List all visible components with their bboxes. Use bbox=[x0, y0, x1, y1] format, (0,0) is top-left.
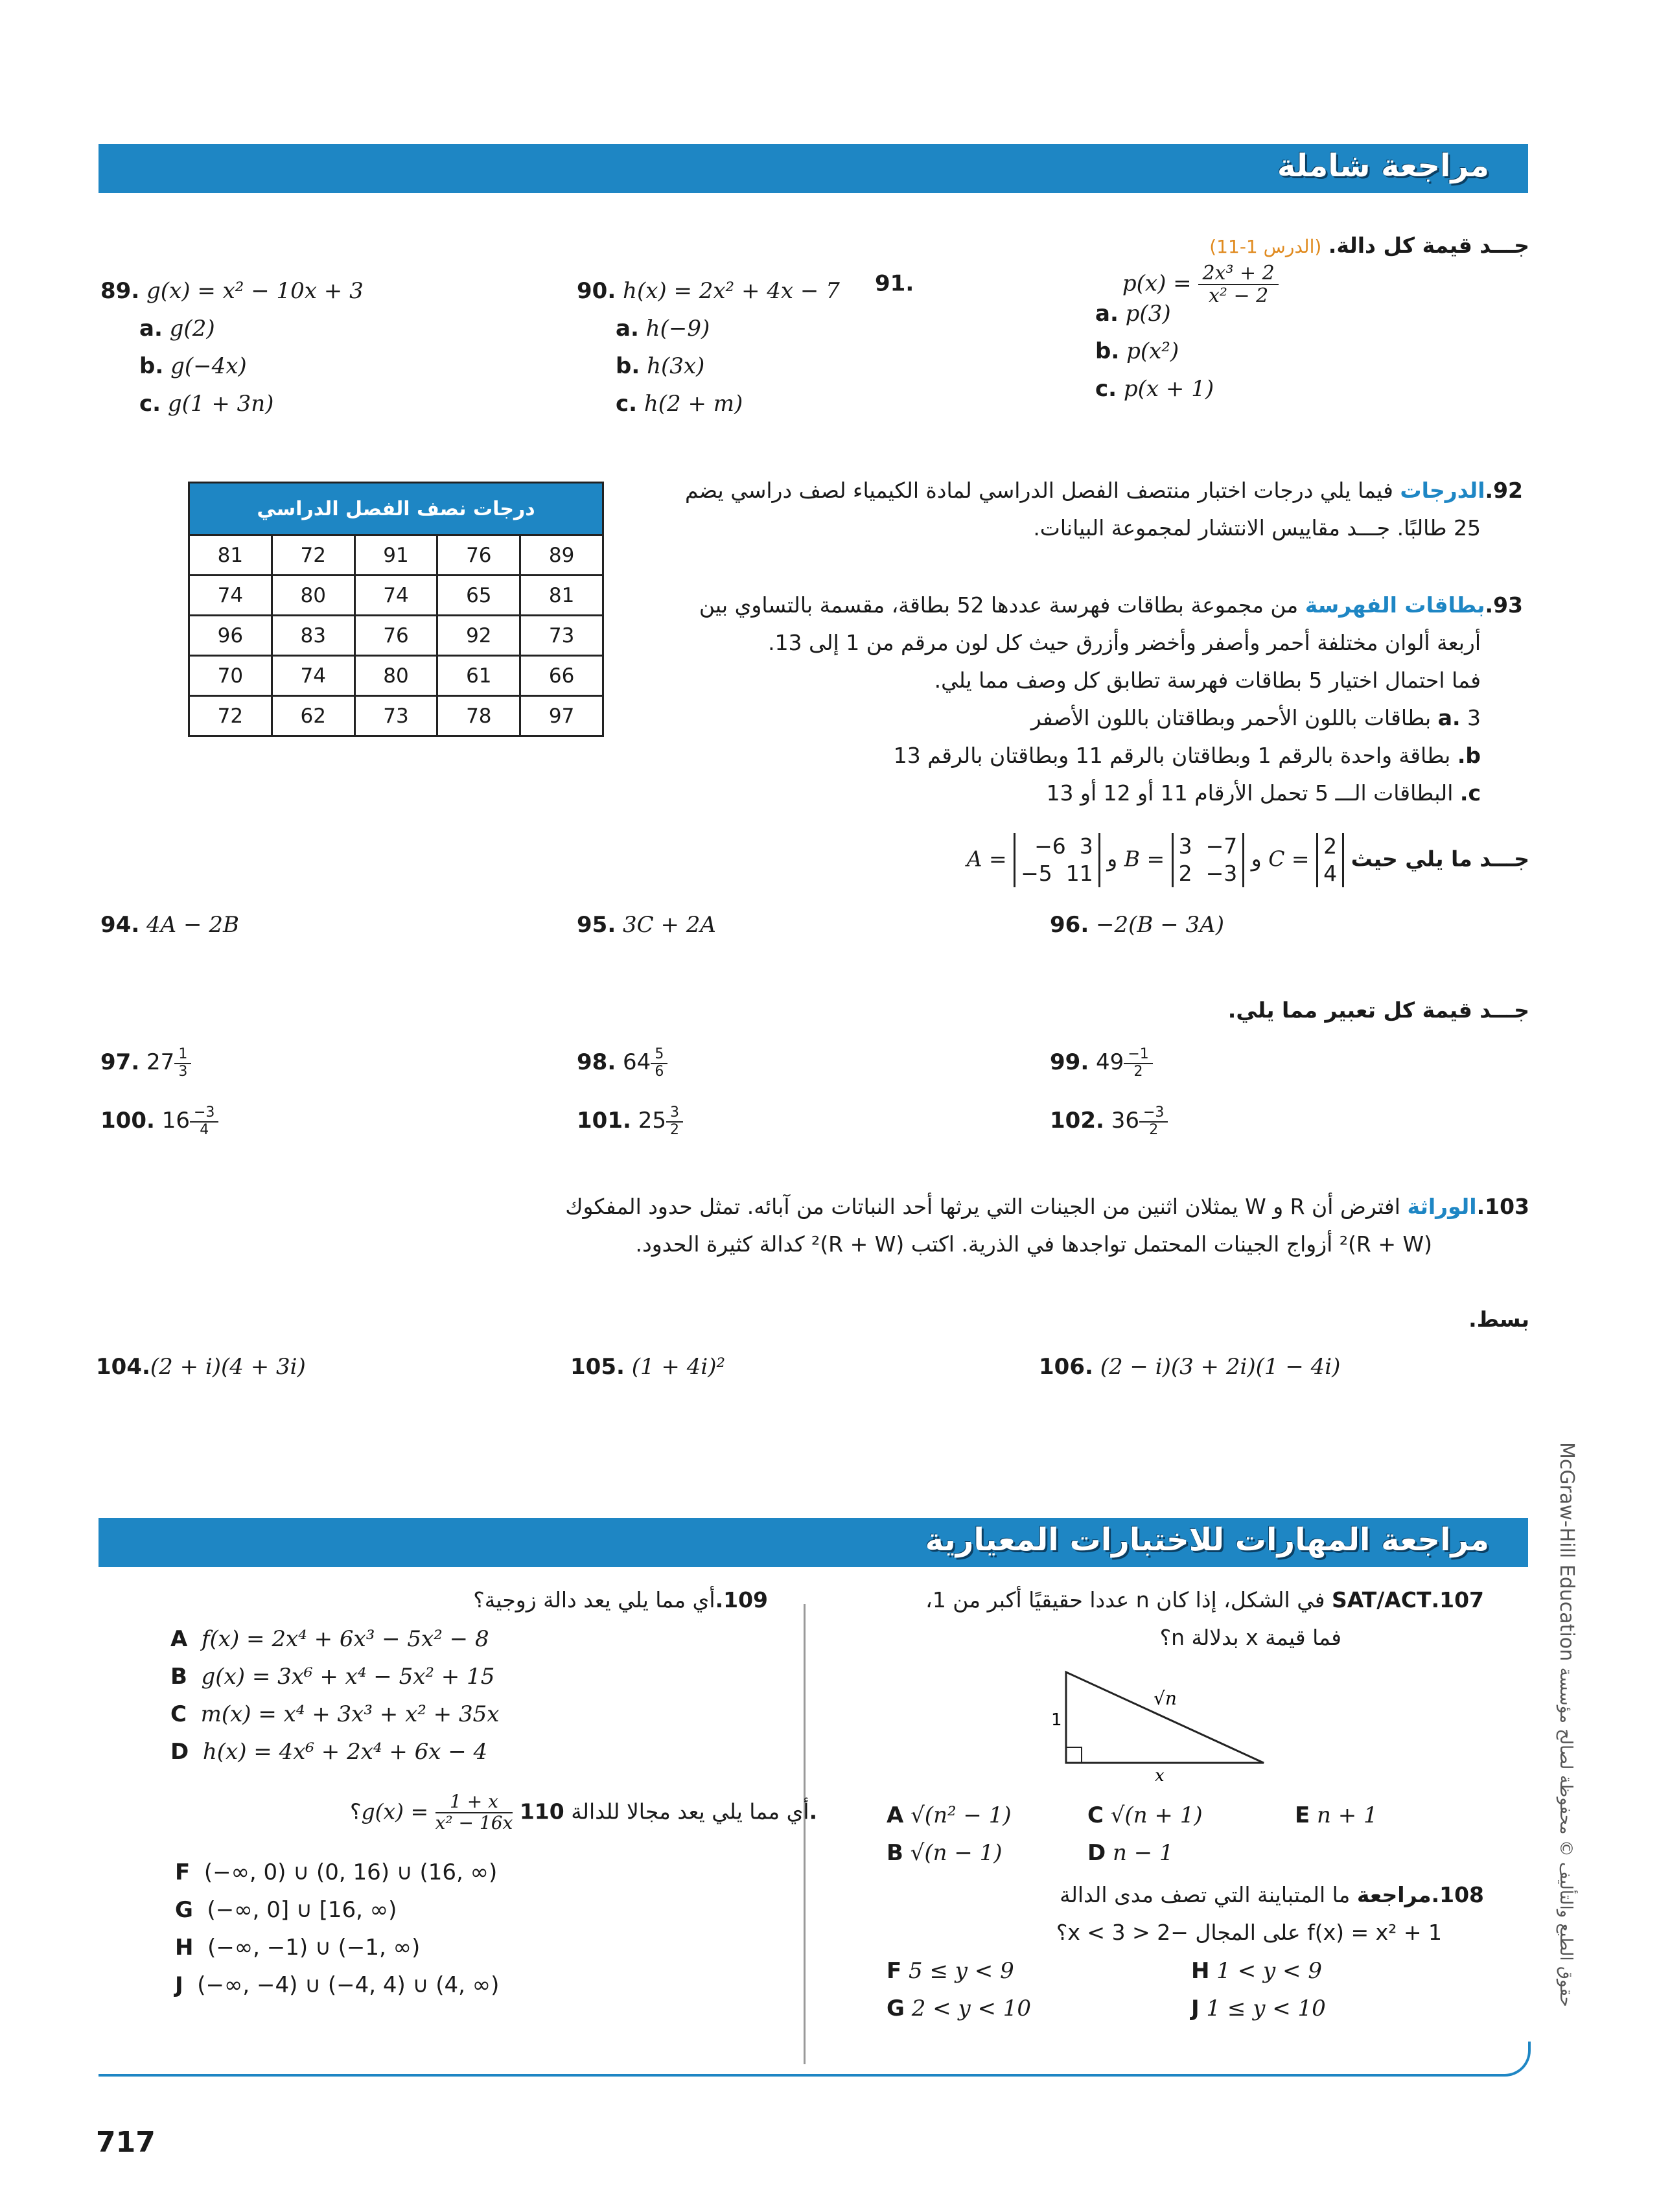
matrix-b bbox=[1172, 833, 1245, 887]
question-text: f(x) = x² + 1 على المجال −2 < x < 3؟ bbox=[1056, 1920, 1442, 1945]
table-cell: 83 bbox=[272, 616, 354, 656]
choice-b[interactable] bbox=[170, 1658, 499, 1695]
fraction-numerator: 1 + x bbox=[435, 1792, 513, 1813]
question-102 bbox=[1050, 1102, 1168, 1139]
question-number: 103. bbox=[1476, 1194, 1529, 1219]
exponent-denominator: 3 bbox=[178, 1063, 188, 1080]
grades-table bbox=[188, 482, 604, 737]
table-cell: 70 bbox=[189, 656, 272, 696]
sidebar-copyright bbox=[1552, 1442, 1578, 2090]
choice-h[interactable] bbox=[175, 1929, 499, 1966]
choice-d[interactable] bbox=[1087, 1834, 1174, 1872]
table-row bbox=[189, 535, 603, 576]
question-text: في الشكل، إذا كان n عددا حقيقيًا أكبر من 1، bbox=[925, 1587, 1325, 1612]
choice-letter: D bbox=[1087, 1840, 1106, 1866]
choice-a[interactable] bbox=[887, 1797, 1087, 1834]
section-title: مراجعة المهارات للاختبارات المعيارية bbox=[925, 1522, 1489, 1558]
choice-letter: J bbox=[175, 1972, 183, 1998]
table-cell: 92 bbox=[437, 616, 520, 656]
question-103 bbox=[480, 1188, 1529, 1263]
q107-choices bbox=[887, 1797, 1405, 1872]
table-cell: 74 bbox=[354, 576, 437, 616]
exponent-denominator: 6 bbox=[655, 1063, 664, 1080]
question-number: 105. bbox=[570, 1354, 625, 1380]
instruction-simplify: بسط. bbox=[1468, 1307, 1529, 1332]
table-row bbox=[189, 576, 603, 616]
choice-c[interactable] bbox=[170, 1695, 499, 1733]
table-row bbox=[189, 656, 603, 696]
function-def: g(x) = x² − 10x + 3 bbox=[146, 278, 364, 304]
question-text: فيما يلي درجات اختبار منتصف الفصل الدراسي لمادة الكيمياء لصف دراسي يضم bbox=[684, 478, 1393, 503]
matrix-cell: 4 bbox=[1323, 861, 1338, 886]
question-95 bbox=[577, 906, 716, 944]
question-110 bbox=[350, 1792, 817, 1834]
matrix-cell: 2 bbox=[1323, 833, 1338, 859]
part-label: a. bbox=[616, 316, 639, 342]
choice-letter: D bbox=[170, 1739, 189, 1765]
choice-c[interactable] bbox=[1087, 1797, 1295, 1834]
question-text: فما احتمال اختيار 5 بطاقات فهرسة تطابق كل وصف مما يلي. bbox=[934, 668, 1481, 693]
part-label: a. bbox=[1437, 705, 1461, 730]
matrix-cell: −6 bbox=[1034, 833, 1066, 859]
side-x: x bbox=[1155, 1766, 1165, 1782]
choice-letter: A bbox=[887, 1802, 904, 1828]
q108-choices bbox=[887, 1952, 1405, 2027]
matrix-cell: 11 bbox=[1065, 861, 1093, 886]
question-number: 106. bbox=[1039, 1354, 1093, 1380]
question-108 bbox=[862, 1876, 1484, 1951]
choice-e[interactable] bbox=[1295, 1797, 1378, 1834]
question-90 bbox=[577, 272, 840, 423]
question-99 bbox=[1050, 1043, 1153, 1081]
part-c: p(x + 1) bbox=[1123, 376, 1214, 402]
table-row bbox=[189, 616, 603, 656]
question-number: 95. bbox=[577, 912, 616, 938]
table-cell: 81 bbox=[189, 535, 272, 576]
side-sqrt-n: √n bbox=[1154, 1688, 1177, 1709]
matrix-cell: −3 bbox=[1205, 861, 1238, 886]
base: 27 bbox=[146, 1049, 175, 1075]
question-text: (R + W)² أزواج الجينات المحتمل تواجدها في الذرية. اكتب (R + W)² كدالة كثيرة الحدود. bbox=[635, 1231, 1432, 1257]
table-title: درجات نصف الفصل الدراسي bbox=[189, 483, 603, 535]
question-number: 90. bbox=[577, 278, 616, 304]
table-cell: 81 bbox=[520, 576, 603, 616]
fraction-denominator: x² − 16x bbox=[435, 1811, 513, 1834]
choice-text: (−∞, −4) ∪ (−4, 4) ∪ (4, ∞) bbox=[197, 1972, 500, 1998]
question-number: 91. bbox=[875, 270, 914, 297]
question-number: 109. bbox=[715, 1587, 768, 1612]
question-topic: الوراثة bbox=[1407, 1194, 1477, 1219]
table-cell: 76 bbox=[437, 535, 520, 576]
section-border bbox=[99, 2042, 1531, 2077]
question-topic: SAT/ACT bbox=[1331, 1587, 1432, 1612]
right-angle-mark bbox=[1066, 1747, 1082, 1763]
part-b: p(x²) bbox=[1126, 338, 1179, 364]
question-96 bbox=[1050, 906, 1224, 944]
choice-f[interactable] bbox=[887, 1952, 1191, 1990]
question-92 bbox=[635, 472, 1523, 547]
question-104 bbox=[96, 1348, 306, 1386]
expression: 4A − 2B bbox=[146, 912, 239, 938]
question-number: 108. bbox=[1431, 1882, 1484, 1907]
choice-text: (−∞, −1) ∪ (−1, ∞) bbox=[207, 1935, 421, 1961]
table-cell: 66 bbox=[520, 656, 603, 696]
matrix-instruction: A = −6 3 −5 11 و B = 3 −7 2 −3 و C = 2 4 جـــد ما يلي حيث bbox=[966, 833, 1529, 886]
question-98 bbox=[577, 1043, 667, 1081]
exponent-numerator: −3 bbox=[190, 1105, 218, 1122]
instruction-text: جـــد قيمة كل دالة. bbox=[1328, 233, 1529, 258]
choice-letter: A bbox=[170, 1626, 188, 1652]
choice-f[interactable] bbox=[175, 1854, 499, 1891]
choice-letter: B bbox=[170, 1664, 187, 1690]
question-97 bbox=[100, 1043, 191, 1081]
expression: 3C + 2A bbox=[623, 912, 716, 938]
part-label: b. bbox=[616, 353, 640, 379]
column-divider bbox=[804, 1604, 806, 2064]
table-cell: 89 bbox=[520, 535, 603, 576]
question-93 bbox=[635, 587, 1523, 812]
question-number: 92. bbox=[1485, 478, 1523, 503]
table-cell: 61 bbox=[437, 656, 520, 696]
table-cell: 62 bbox=[272, 696, 354, 736]
question-topic: الدرجات bbox=[1400, 478, 1485, 503]
part-c: البطاقات الـــ 5 تحمل الأرقام 11 أو 12 أو 13 bbox=[1046, 780, 1454, 806]
part-label: b. bbox=[1095, 338, 1120, 364]
question-number: 99. bbox=[1050, 1049, 1089, 1075]
table-cell: 91 bbox=[354, 535, 437, 576]
function-lhs: p(x) = bbox=[1122, 270, 1192, 297]
question-number: 102. bbox=[1050, 1108, 1104, 1134]
question-number: 100. bbox=[100, 1108, 155, 1134]
question-topic: مراجعة bbox=[1356, 1882, 1432, 1907]
exponent-denominator: 2 bbox=[1149, 1121, 1159, 1138]
question-89 bbox=[100, 272, 364, 423]
part-a: g(2) bbox=[169, 316, 215, 342]
question-text: فما قيمة x بدلالة n؟ bbox=[1159, 1625, 1341, 1650]
question-topic: بطاقات الفهرسة bbox=[1305, 592, 1485, 618]
matrix-c bbox=[1316, 833, 1344, 887]
question-number: 96. bbox=[1050, 912, 1089, 938]
q109-choices bbox=[170, 1620, 499, 1771]
section-banner-test-skills bbox=[99, 1518, 1528, 1567]
choice-j[interactable] bbox=[1191, 1990, 1326, 2027]
choice-letter: G bbox=[175, 1897, 193, 1923]
exponent-denominator: 2 bbox=[1133, 1063, 1143, 1080]
exponent-denominator: 2 bbox=[669, 1121, 679, 1138]
choice-text: 2 < y < 10 bbox=[911, 1996, 1032, 2021]
choice-text: n + 1 bbox=[1317, 1802, 1378, 1828]
choice-text: m(x) = x⁴ + 3x³ + x² + 35x bbox=[200, 1701, 500, 1727]
choice-text: √(n − 1) bbox=[910, 1840, 1003, 1866]
instruction-expressions: جـــد قيمة كل تعبير مما يلي. bbox=[1227, 997, 1529, 1023]
base: 64 bbox=[623, 1049, 651, 1075]
choice-g[interactable] bbox=[175, 1891, 499, 1929]
choice-h[interactable] bbox=[1191, 1952, 1322, 1990]
exponent-numerator: −3 bbox=[1139, 1105, 1168, 1122]
choice-text: 1 ≤ y < 10 bbox=[1206, 1996, 1326, 2021]
part-label: c. bbox=[1095, 376, 1117, 402]
copyright-text: حقوق الطبع والتأليف © محفوظة لصالح مؤسسة bbox=[1556, 1667, 1575, 2007]
table-cell: 74 bbox=[272, 656, 354, 696]
question-text: افترض أن R و W يمثلان اثنين من الجينات التي يرثها أحد النباتات من آبائه. تمثل حدود المفكوك bbox=[565, 1194, 1400, 1219]
question-text: ما المتباينة التي تصف مدى الدالة bbox=[1060, 1882, 1351, 1907]
question-91 bbox=[875, 262, 1279, 408]
choice-letter: C bbox=[1087, 1802, 1104, 1828]
table-cell: 80 bbox=[354, 656, 437, 696]
choice-letter: H bbox=[1191, 1958, 1210, 1984]
question-number: 101. bbox=[577, 1108, 631, 1134]
instruction-evaluate bbox=[1209, 227, 1529, 266]
exponent-numerator: 1 bbox=[174, 1047, 191, 1064]
choice-text: n − 1 bbox=[1113, 1840, 1174, 1866]
matrix-cell: 3 bbox=[1178, 833, 1192, 859]
instruction-text: جـــد ما يلي حيث bbox=[1351, 846, 1529, 872]
part-label: b. bbox=[139, 353, 164, 379]
choice-a[interactable] bbox=[170, 1620, 499, 1658]
base: 16 bbox=[161, 1108, 190, 1134]
part-b: g(−4x) bbox=[170, 353, 247, 379]
choice-text: √(n² − 1) bbox=[911, 1802, 1012, 1828]
part-b: h(3x) bbox=[647, 353, 705, 379]
question-text: أي مما يلي يعد دالة زوجية؟ bbox=[473, 1587, 715, 1612]
table-row bbox=[189, 696, 603, 736]
choice-letter: F bbox=[887, 1958, 902, 1984]
question-text: 25 طالبًا. جـــد مقاييس الانتشار لمجموعة البيانات. bbox=[1033, 515, 1481, 541]
question-text: أي مما يلي يعد مجالا للدالة bbox=[571, 1799, 809, 1824]
table-cell: 78 bbox=[437, 696, 520, 736]
side-one: 1 bbox=[1051, 1710, 1062, 1730]
table-cell: 80 bbox=[272, 576, 354, 616]
choice-text: h(x) = 4x⁶ + 2x⁴ + 6x − 4 bbox=[202, 1739, 488, 1765]
table-cell: 96 bbox=[189, 616, 272, 656]
part-a: 3 بطاقات باللون الأحمر وبطاقتان باللون الأصفر bbox=[1030, 705, 1481, 730]
question-mark: ؟ bbox=[350, 1799, 362, 1824]
question-number: 89. bbox=[100, 278, 140, 304]
base: 25 bbox=[638, 1108, 666, 1134]
choice-text: (−∞, 0] ∪ [16, ∞) bbox=[207, 1897, 397, 1923]
expression: (1 + 4i)² bbox=[631, 1354, 726, 1380]
question-number: 110. bbox=[519, 1799, 818, 1824]
matrix-cell: 3 bbox=[1079, 833, 1093, 859]
question-number: 98. bbox=[577, 1049, 616, 1075]
exponent-denominator: 4 bbox=[200, 1121, 209, 1138]
choice-letter: C bbox=[170, 1701, 187, 1727]
question-106 bbox=[1039, 1348, 1340, 1386]
choice-d[interactable] bbox=[170, 1733, 499, 1771]
publisher-name: McGraw-Hill Education bbox=[1555, 1442, 1578, 1662]
question-number: 97. bbox=[100, 1049, 140, 1075]
question-number: 93. bbox=[1485, 592, 1523, 618]
fraction-numerator: 2x³ + 2 bbox=[1198, 262, 1278, 285]
exponent-numerator: 3 bbox=[666, 1105, 683, 1122]
table-cell: 74 bbox=[189, 576, 272, 616]
table-cell: 65 bbox=[437, 576, 520, 616]
part-c: h(2 + m) bbox=[644, 391, 743, 417]
part-label: a. bbox=[139, 316, 163, 342]
choice-text: g(x) = 3x⁶ + x⁴ − 5x² + 15 bbox=[201, 1664, 495, 1690]
part-label: a. bbox=[1095, 301, 1119, 327]
lesson-ref: (الدرس 1-11) bbox=[1209, 236, 1322, 257]
part-c: g(1 + 3n) bbox=[167, 391, 274, 417]
expression: (2 + i)(4 + 3i) bbox=[150, 1354, 306, 1380]
q110-choices bbox=[175, 1854, 499, 2004]
question-number: 94. bbox=[100, 912, 140, 938]
choice-g[interactable] bbox=[887, 1990, 1191, 2027]
part-label: c. bbox=[139, 391, 161, 417]
choice-letter: H bbox=[175, 1935, 194, 1961]
triangle-figure bbox=[1037, 1666, 1283, 1782]
choice-letter: E bbox=[1295, 1802, 1310, 1828]
base: 36 bbox=[1111, 1108, 1139, 1134]
table-cell: 73 bbox=[520, 616, 603, 656]
part-label: c. bbox=[616, 391, 638, 417]
question-107 bbox=[862, 1581, 1484, 1657]
section-banner-review bbox=[99, 144, 1528, 193]
choice-b[interactable] bbox=[887, 1834, 1087, 1872]
function-def: h(x) = 2x² + 4x − 7 bbox=[623, 278, 840, 304]
triangle-shape bbox=[1066, 1672, 1264, 1763]
question-text: من مجموعة بطاقات فهرسة عددها 52 بطاقة، مقسمة بالتساوي بين bbox=[699, 592, 1299, 618]
page-number: 717 bbox=[96, 2126, 156, 2159]
question-number: 104. bbox=[96, 1354, 150, 1380]
matrix-cell: −7 bbox=[1205, 833, 1238, 859]
exponent-numerator: 5 bbox=[651, 1047, 667, 1064]
matrix-a bbox=[1014, 833, 1100, 887]
question-101 bbox=[577, 1102, 683, 1139]
choice-text: √(n + 1) bbox=[1110, 1802, 1203, 1828]
base: 49 bbox=[1096, 1049, 1124, 1075]
question-100 bbox=[100, 1102, 218, 1139]
expression: −2(B − 3A) bbox=[1096, 912, 1224, 938]
function-lhs: g(x) = bbox=[361, 1799, 429, 1824]
question-105 bbox=[570, 1348, 725, 1386]
choice-letter: J bbox=[1191, 1996, 1200, 2021]
choice-letter: F bbox=[175, 1859, 191, 1885]
question-text: أربعة ألوان مختلفة أحمر وأصفر وأخضر وأزرق حيث كل لون مرقم من 1 إلى 13. bbox=[768, 630, 1481, 655]
question-number: 107. bbox=[1431, 1587, 1484, 1612]
part-a: p(3) bbox=[1125, 301, 1171, 327]
matrix-cell: 2 bbox=[1178, 861, 1192, 886]
choice-j[interactable] bbox=[175, 1966, 499, 2004]
part-b: بطاقة واحدة بالرقم 1 وبطاقتان بالرقم 11 وبطاقتان بالرقم 13 bbox=[893, 743, 1451, 768]
expression: (2 − i)(3 + 2i)(1 − 4i) bbox=[1100, 1354, 1341, 1380]
choice-text: 5 ≤ y < 9 bbox=[909, 1958, 1014, 1984]
choice-text: (−∞, 0) ∪ (0, 16) ∪ (16, ∞) bbox=[203, 1859, 498, 1885]
matrix-cell: −5 bbox=[1021, 861, 1052, 886]
choice-letter: B bbox=[887, 1840, 903, 1866]
question-94 bbox=[100, 906, 239, 944]
table-cell: 97 bbox=[520, 696, 603, 736]
question-109 bbox=[314, 1581, 768, 1619]
part-label: c. bbox=[1459, 780, 1481, 806]
table-cell: 76 bbox=[354, 616, 437, 656]
section-title: مراجعة شاملة bbox=[1277, 148, 1489, 184]
table-cell: 72 bbox=[189, 696, 272, 736]
exponent-numerator: −1 bbox=[1124, 1047, 1152, 1064]
choice-letter: G bbox=[887, 1996, 905, 2021]
fraction-denominator: x² − 2 bbox=[1208, 285, 1269, 307]
choice-text: 1 < y < 9 bbox=[1216, 1958, 1322, 1984]
table-cell: 73 bbox=[354, 696, 437, 736]
choice-text: f(x) = 2x⁴ + 6x³ − 5x² − 8 bbox=[201, 1626, 489, 1652]
part-label: b. bbox=[1457, 743, 1481, 768]
table-cell: 72 bbox=[272, 535, 354, 576]
part-a: h(−9) bbox=[645, 316, 710, 342]
